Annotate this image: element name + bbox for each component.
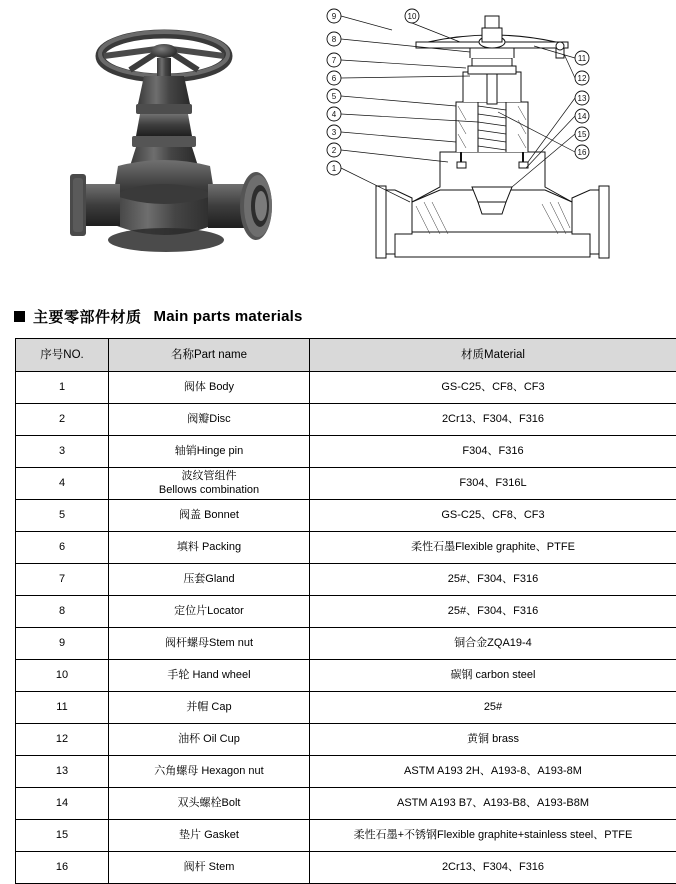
table-row	[16, 788, 676, 820]
cell-name: 阀杆螺母Stem nut	[109, 628, 310, 660]
cell-no: 4	[16, 468, 109, 500]
cell-no: 7	[16, 564, 109, 596]
cell-name: 双头螺栓Bolt	[109, 788, 310, 820]
cell-material: 25#	[310, 692, 676, 724]
svg-text:7: 7	[332, 56, 337, 65]
cell-no: 12	[16, 724, 109, 756]
table-row	[16, 628, 676, 660]
cell-name: 阀瓣Disc	[109, 404, 310, 436]
figures-area	[0, 0, 676, 300]
cell-material: 柔性石墨+不锈钢Flexible graphite+stainless steel、PTFE	[310, 820, 676, 852]
square-bullet-icon	[14, 311, 25, 322]
valve-section-drawing	[320, 2, 665, 292]
table-row	[16, 692, 676, 724]
cell-no: 11	[16, 692, 109, 724]
svg-text:9: 9	[332, 12, 337, 21]
valve-photo	[40, 8, 305, 293]
header-no: 序号NO.	[16, 339, 109, 372]
svg-text:15: 15	[578, 130, 587, 139]
table-row	[16, 468, 676, 500]
table-row	[16, 596, 676, 628]
table-body	[16, 372, 676, 884]
cell-material: F304、F316	[310, 436, 676, 468]
header-name: 名称Part name	[109, 339, 310, 372]
cell-name: 定位片Locator	[109, 596, 310, 628]
cell-material: 2Cr13、F304、F316	[310, 852, 676, 884]
cell-no: 6	[16, 532, 109, 564]
cell-name-line2: Bellows combination	[111, 484, 307, 498]
cell-material: 25#、F304、F316	[310, 564, 676, 596]
table-row	[16, 820, 676, 852]
svg-text:10: 10	[408, 12, 417, 21]
svg-text:5: 5	[332, 92, 337, 101]
cell-name: 轴销Hinge pin	[109, 436, 310, 468]
table-row	[16, 852, 676, 884]
cell-name: 并帽 Cap	[109, 692, 310, 724]
cell-material: GS-C25、CF8、CF3	[310, 500, 676, 532]
cell-name: 压套Gland	[109, 564, 310, 596]
cell-name: 阀杆 Stem	[109, 852, 310, 884]
cell-material: 25#、F304、F316	[310, 596, 676, 628]
section-title-cn: 主要零部件材质	[33, 306, 142, 327]
table-row	[16, 756, 676, 788]
cell-material: F304、F316L	[310, 468, 676, 500]
cell-name: 手轮 Hand wheel	[109, 660, 310, 692]
svg-text:13: 13	[578, 94, 587, 103]
section-title-en: Main parts materials	[154, 308, 303, 325]
table-header-row	[16, 339, 676, 372]
cell-name-line1: 波纹管组件	[111, 470, 307, 484]
cell-material: 2Cr13、F304、F316	[310, 404, 676, 436]
cell-material: 柔性石墨Flexible graphite、PTFE	[310, 532, 676, 564]
cell-no: 13	[16, 756, 109, 788]
cell-name: 阀体 Body	[109, 372, 310, 404]
cell-no: 16	[16, 852, 109, 884]
cell-material: ASTM A193 2H、A193-8、A193-8M	[310, 756, 676, 788]
section-heading	[14, 306, 303, 327]
table-row	[16, 404, 676, 436]
svg-text:12: 12	[578, 74, 587, 83]
cell-name: 填料 Packing	[109, 532, 310, 564]
cell-material: 黄铜 brass	[310, 724, 676, 756]
cell-no: 8	[16, 596, 109, 628]
cell-material: 铜合金ZQA19-4	[310, 628, 676, 660]
cell-name: 阀盖 Bonnet	[109, 500, 310, 532]
cell-name: 垫片 Gasket	[109, 820, 310, 852]
svg-text:2: 2	[332, 146, 337, 155]
svg-text:6: 6	[332, 74, 337, 83]
svg-text:16: 16	[578, 148, 587, 157]
table-row	[16, 372, 676, 404]
cell-no: 10	[16, 660, 109, 692]
cell-material: ASTM A193 B7、A193-B8、A193-B8M	[310, 788, 676, 820]
cell-no: 9	[16, 628, 109, 660]
table-row	[16, 660, 676, 692]
svg-text:11: 11	[578, 54, 587, 63]
cell-no: 5	[16, 500, 109, 532]
table-row	[16, 564, 676, 596]
cell-name: 六角螺母 Hexagon nut	[109, 756, 310, 788]
cell-material: 碳钢 carbon steel	[310, 660, 676, 692]
cell-no: 2	[16, 404, 109, 436]
main-parts-materials-table	[15, 338, 676, 884]
cell-name: 油杯 Oil Cup	[109, 724, 310, 756]
table-row	[16, 532, 676, 564]
cell-material: GS-C25、CF8、CF3	[310, 372, 676, 404]
cell-no: 1	[16, 372, 109, 404]
table-row	[16, 500, 676, 532]
svg-text:4: 4	[332, 110, 337, 119]
cell-no: 14	[16, 788, 109, 820]
header-material: 材质Material	[310, 339, 676, 372]
svg-text:8: 8	[332, 35, 337, 44]
cell-no: 15	[16, 820, 109, 852]
svg-text:1: 1	[332, 164, 337, 173]
table-row	[16, 724, 676, 756]
table-row	[16, 436, 676, 468]
svg-text:14: 14	[578, 112, 587, 121]
cell-name	[109, 468, 310, 500]
cell-no: 3	[16, 436, 109, 468]
svg-text:3: 3	[332, 128, 337, 137]
